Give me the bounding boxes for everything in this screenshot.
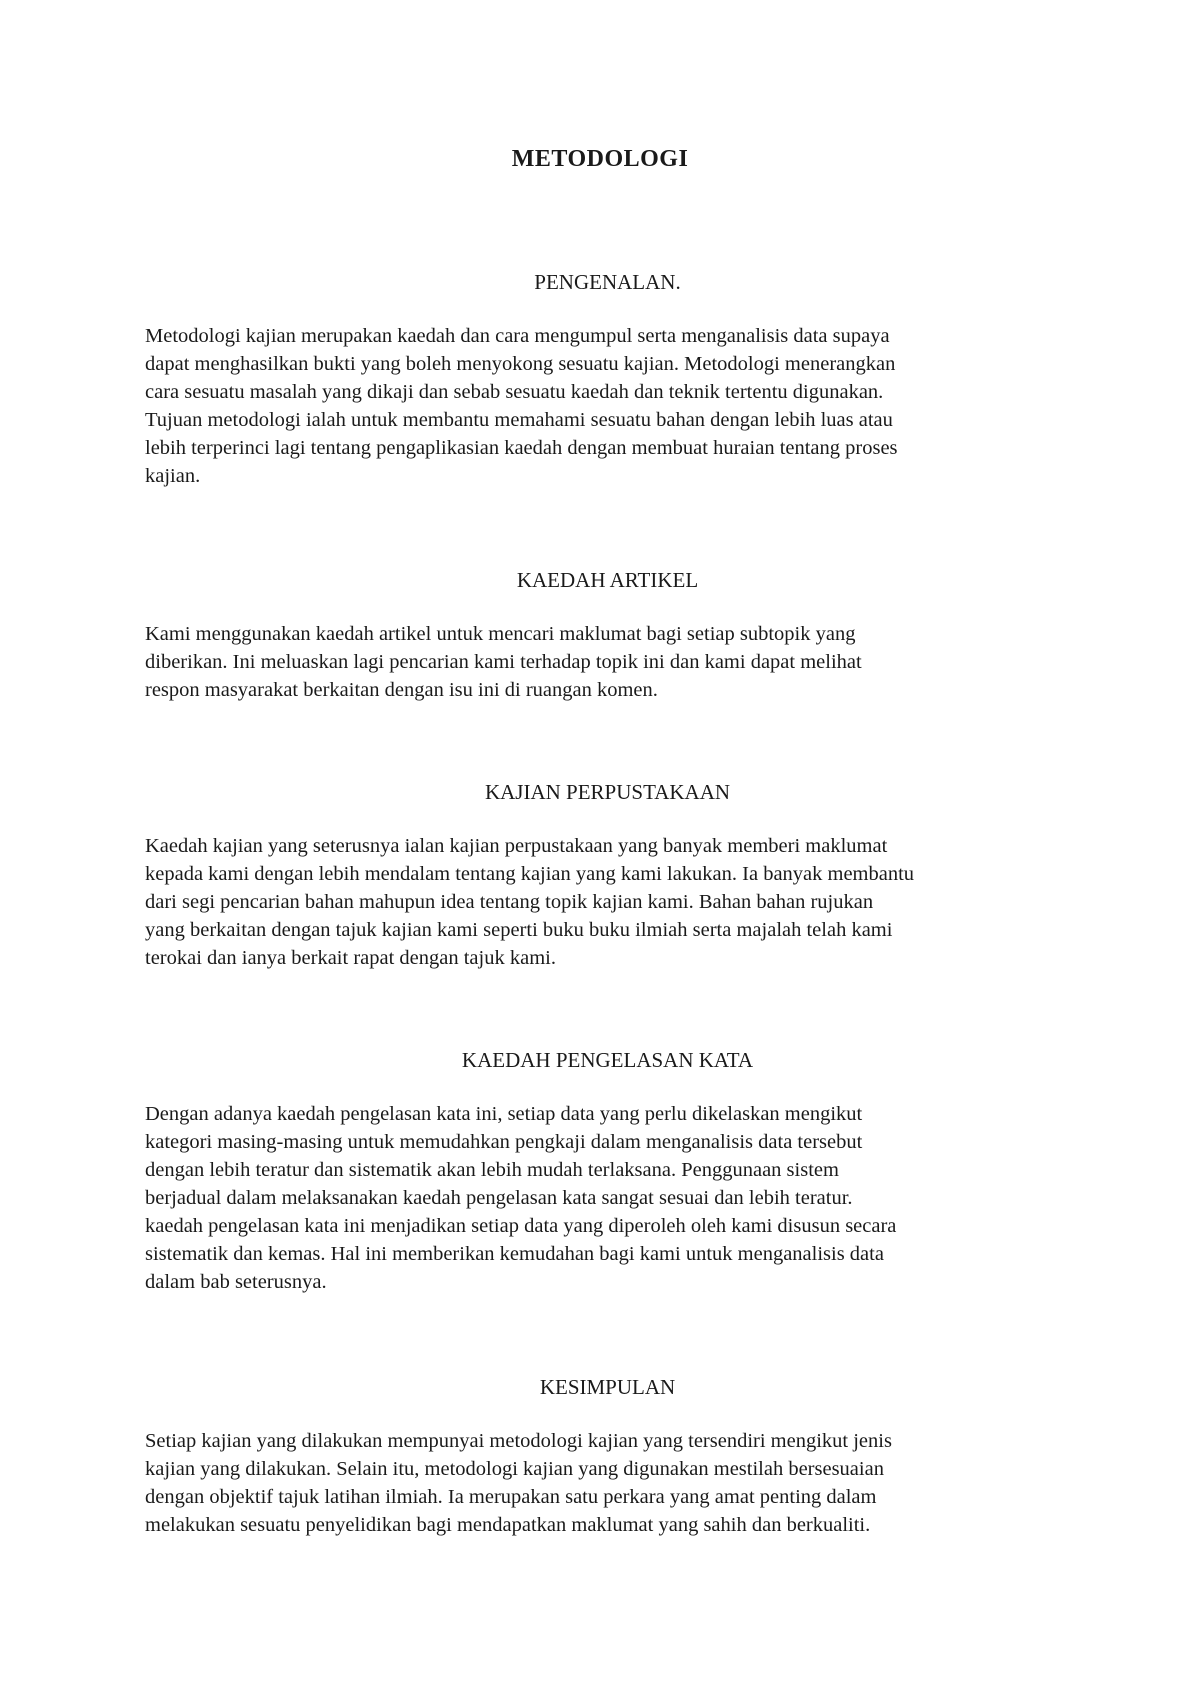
paragraph-line: sistematik dan kemas. Hal ini memberikan kemudahan bagi kami untuk menganalisis data — [145, 1243, 884, 1265]
paragraph-line: dari segi pencarian bahan mahupun idea tentang topik kajian kami. Bahan bahan rujukan — [145, 891, 874, 913]
paragraph-line: kepada kami dengan lebih mendalam tentang kajian yang kami lakukan. Ia banyak membantu — [145, 863, 915, 885]
paragraph-line: melakukan sesuatu penyelidikan bagi mendapatkan maklumat yang sahih dan berkualiti. — [145, 1514, 871, 1536]
paragraph-line: dapat menghasilkan bukti yang boleh menyokong sesuatu kajian. Metodologi menerangkan — [145, 353, 896, 375]
paragraph-line: Dengan adanya kaedah pengelasan kata ini, setiap data yang perlu dikelaskan mengikut — [145, 1103, 863, 1125]
paragraph-line: Tujuan metodologi ialah untuk membantu memahami sesuatu bahan dengan lebih luas atau — [145, 409, 893, 431]
paragraph-line: dengan lebih teratur dan sistematik akan lebih mudah terlaksana. Penggunaan sistem — [145, 1159, 839, 1181]
paragraph-line: Metodologi kajian merupakan kaedah dan cara mengumpul serta menganalisis data supaya — [145, 325, 890, 347]
section-kaedah-artikel — [145, 566, 1070, 704]
paragraph-line: Setiap kajian yang dilakukan mempunyai metodologi kajian yang tersendiri mengikut jenis — [145, 1430, 892, 1452]
section-pengenalan — [145, 268, 1070, 490]
page-title: METODOLOGI — [511, 146, 689, 172]
paragraph-line: kajian yang dilakukan. Selain itu, metodologi kajian yang digunakan mestilah bersesuaian — [145, 1458, 884, 1480]
section-heading: KAJIAN PERPUSTAKAAN — [484, 780, 731, 804]
section-heading: KAEDAH PENGELASAN KATA — [461, 1048, 754, 1072]
section-paragraph — [145, 322, 1070, 490]
section-kesimpulan — [145, 1373, 1070, 1539]
paragraph-line: berjadual dalam melaksanakan kaedah pengelasan kata sangat sesuai dan lebih teratur. — [145, 1187, 853, 1209]
section-heading: KAEDAH ARTIKEL — [516, 568, 699, 592]
paragraph-line: lebih terperinci lagi tentang pengaplikasian kaedah dengan membuat huraian tentang proses — [145, 437, 898, 459]
paragraph-line: Kami menggunakan kaedah artikel untuk mencari maklumat bagi setiap subtopik yang — [145, 623, 856, 645]
section-kajian-perpustakaan — [145, 778, 1070, 972]
paragraph-line: yang berkaitan dengan tajuk kajian kami seperti buku buku ilmiah serta majalah telah kami — [145, 919, 893, 941]
section-kaedah-pengelasan-kata — [145, 1046, 1070, 1296]
paragraph-line: respon masyarakat berkaitan dengan isu ini di ruangan komen. — [145, 679, 658, 701]
paragraph-line: dalam bab seterusnya. — [145, 1271, 327, 1293]
paragraph-line: dengan objektif tajuk latihan ilmiah. Ia merupakan satu perkara yang amat penting dalam — [145, 1486, 877, 1508]
section-paragraph — [145, 1100, 1070, 1296]
paragraph-line: cara sesuatu masalah yang dikaji dan sebab sesuatu kaedah dan teknik tertentu digunakan. — [145, 381, 884, 403]
section-paragraph — [145, 832, 1070, 972]
section-heading: KESIMPULAN — [539, 1375, 676, 1399]
section-paragraph — [145, 1427, 1070, 1539]
paragraph-line: kaedah pengelasan kata ini menjadikan setiap data yang diperoleh oleh kami disusun secara — [145, 1215, 897, 1237]
paragraph-line: Kaedah kajian yang seterusnya ialan kajian perpustakaan yang banyak memberi maklumat — [145, 835, 888, 857]
section-paragraph — [145, 620, 1070, 704]
paragraph-line: kajian. — [145, 465, 201, 487]
paragraph-line: kategori masing-masing untuk memudahkan pengkaji dalam menganalisis data tersebut — [145, 1131, 863, 1153]
section-heading: PENGENALAN. — [534, 270, 681, 294]
paragraph-line: terokai dan ianya berkait rapat dengan tajuk kami. — [145, 947, 556, 969]
paragraph-line: diberikan. Ini meluaskan lagi pencarian kami terhadap topik ini dan kami dapat melihat — [145, 651, 862, 673]
